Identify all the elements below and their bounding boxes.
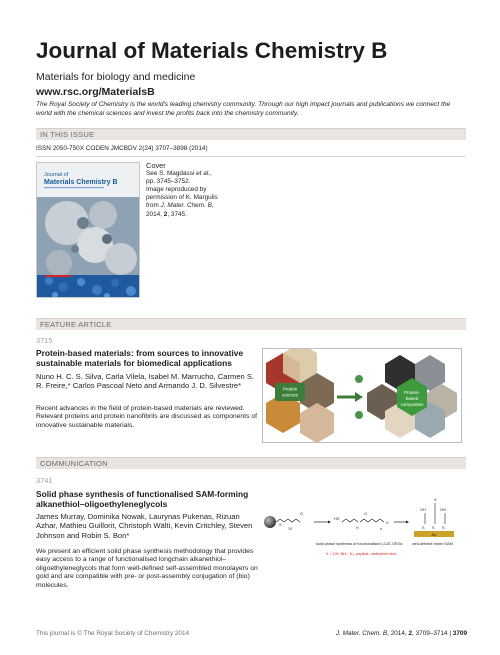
intro-text: The Royal Society of Chemistry is the world's leading chemistry community. Through our high impact journals and publications we connect the world with the chemical sciences and invest the profits back into the chemistry community.	[36, 101, 451, 117]
scheme-oh-1: OH	[420, 508, 426, 512]
scheme-x-mid: X	[386, 520, 389, 525]
scheme-n: n	[380, 527, 382, 531]
cover-artwork	[37, 163, 140, 298]
cover-label: Cover	[146, 161, 166, 170]
cover-permission: permission of K. Margulis	[146, 194, 218, 202]
communication-abstract: We present an efficient solid phase synthesis methodology that provides easy access to a range of functionalised longchain alkanethiol–oligoethyleneglycols that form well-defined self-assembled monolayers on gold and are compatible with pre- or post-assembly conjugation of (bio) molecules.	[36, 548, 258, 589]
in-this-issue-label: IN THIS ISSUE	[40, 130, 95, 139]
cover-journal-name-top: Journal of	[44, 172, 69, 178]
scheme-s-left: S	[279, 522, 282, 527]
footer-citation: J. Mater. Chem. B, 2014, 2, 3709–3714 | 3709	[335, 630, 467, 637]
communication-graphical-abstract	[262, 496, 466, 568]
feature-article-label: FEATURE ARTICLE	[40, 320, 112, 329]
divider	[36, 156, 466, 157]
scheme-o-mid: O	[364, 512, 367, 516]
feature-article-band	[36, 318, 466, 330]
scheme-s-2: S	[432, 526, 435, 530]
feature-page-number: 3715	[36, 336, 53, 345]
scheme-au: Au	[431, 533, 437, 537]
footer-copyright: This journal is © The Royal Society of Chemistry 2014	[36, 630, 190, 637]
cover-source: from J. Mater. Chem. B,	[146, 202, 214, 210]
communication-band	[36, 457, 466, 469]
scheme-label-left: solid phase synthesis of functionalised LCAT-OEGs	[316, 542, 403, 546]
sam-synthesis-scheme	[262, 496, 466, 568]
scheme-label-right: well-defined mixed SAM	[412, 542, 453, 546]
communication-label: COMMUNICATION	[40, 459, 108, 468]
graphic-label-protein-dash: Protein-	[404, 390, 420, 395]
cover-image	[36, 162, 140, 298]
scheme-x-top: X	[434, 497, 437, 502]
communication-authors: James Murray, Dominika Nowak, Laurynas Pukenas, Rizuan Azhar, Mathieu Guillorit, Christoph Wälti, Kevin Critchley, Steven Johnson and Robin S. Bon*	[36, 512, 253, 540]
scheme-hn: H	[356, 526, 359, 530]
graphic-label-sources: sources	[282, 392, 298, 398]
feature-authors: Nuno H. C. S. Silva, Carla Vilela, Isabel M. Marrucho, Carmen S. R. Freire,* Carlos Pascoal Neto and Armando J. D. Silvestre*	[36, 372, 255, 391]
journal-title: Journal of Materials Chemistry B	[36, 38, 388, 63]
feature-title-link[interactable]: Protein-based materials: from sources to innovative sustainable materials for biomedical applications	[36, 348, 244, 368]
scheme-x-definition: X = OH, NH₂, N₃, peptide, methylene blue	[326, 552, 397, 556]
cover-pages: pp. 3745–3752.	[146, 178, 191, 186]
cover-see-line: See S. Magdassi et al.,	[146, 170, 212, 178]
scheme-o-top: O	[300, 512, 303, 516]
journal-subtitle: Materials for biology and medicine	[36, 71, 196, 83]
communication-title-link[interactable]: Solid phase synthesis of functionalised SAM-forming alkanethiol–oligoethyleneglycols	[36, 489, 249, 509]
feature-abstract: Recent advances in the field of protein-based materials are reviewed. Relevant proteins and protein nanofibrils are discussed as components of innovative sustainable materials.	[36, 405, 258, 429]
journal-url-link[interactable]: www.rsc.org/MaterialsB	[36, 86, 155, 98]
cover-journal-name-bottom: Materials Chemistry B	[44, 179, 118, 186]
scheme-oh-2: OH	[440, 508, 446, 512]
cover-caption	[146, 162, 266, 219]
issn-line: ISSN 2050-750X CODEN JMCBDV 2(24) 3707–3898 (2014)	[36, 145, 208, 152]
scheme-hs: HS	[334, 516, 340, 521]
cover-year: 2014, 2, 3745.	[146, 210, 187, 218]
scheme-s-3: S	[442, 526, 445, 530]
graphic-label-based: based	[405, 396, 419, 401]
scheme-s-1: S	[422, 526, 425, 530]
communication-page-number: 3741	[36, 476, 53, 485]
in-this-issue-band	[36, 128, 466, 140]
graphic-label-composites: composites	[400, 402, 424, 407]
scheme-n10: 10	[288, 527, 292, 531]
feature-graphical-abstract	[262, 348, 462, 443]
protein-materials-graphic	[263, 349, 462, 443]
graphic-label-protein: Protein	[282, 386, 298, 392]
cover-reproduced: Image reproduced by	[146, 186, 207, 194]
footer-page-number: 3709	[452, 630, 467, 637]
